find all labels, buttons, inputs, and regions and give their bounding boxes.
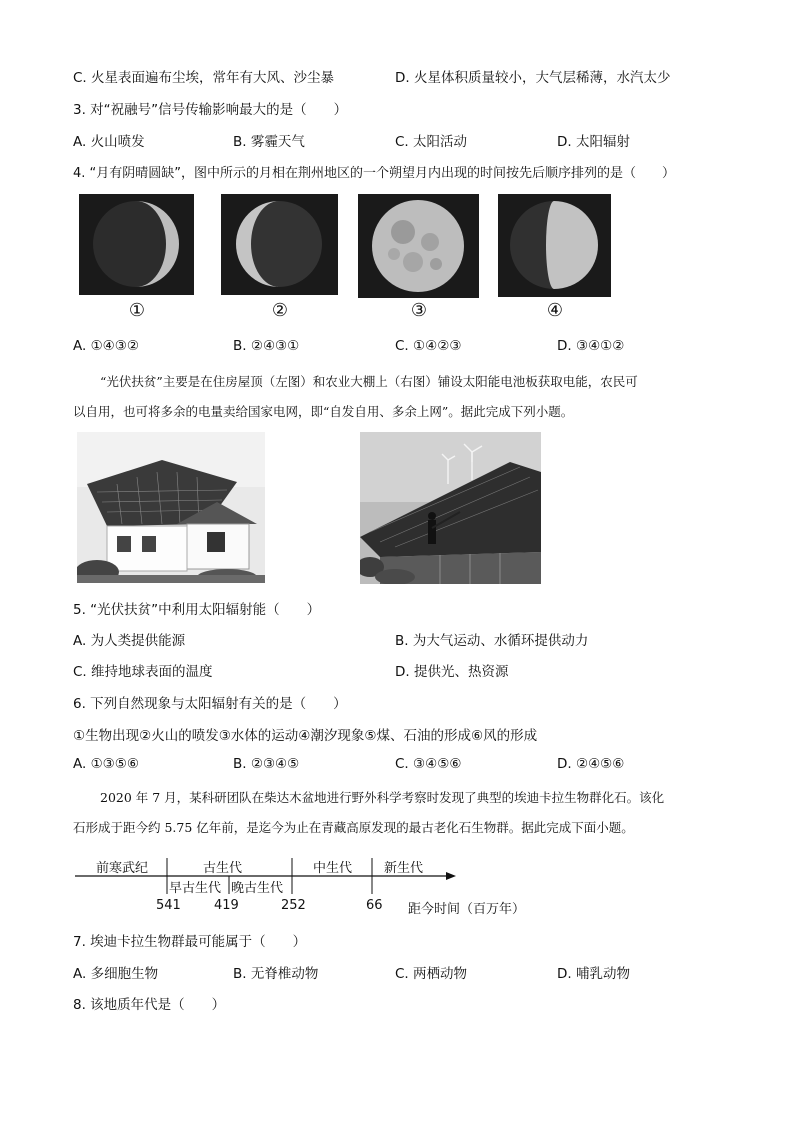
q7-option-a: A. 多细胞生物 (73, 966, 159, 982)
q4-stem: 4. “月有阴晴圆缺”，图中所示的月相在荆州地区的一个朔望月内出现的时间按先后顺序排列的是（ ） (73, 166, 676, 181)
greenhouse-solar-panel-photo (360, 432, 541, 584)
timeline-axis-label: 距今时间（百万年） (408, 902, 526, 917)
q7-option-d: D. 哺乳动物 (557, 966, 630, 982)
moon-label-4: ④ (546, 300, 564, 321)
q3-option-c: C. 太阳活动 (395, 134, 468, 150)
q4-option-b: B. ②④③① (233, 338, 300, 354)
q5-option-c: C. 维持地球表面的温度 (73, 664, 213, 680)
q6-items: ①生物出现②火山的喷发③水体的运动④潮汐现象⑤煤、石油的形成⑥风的形成 (73, 728, 538, 744)
tick-541: 541 (156, 898, 181, 913)
q3-option-b: B. 雾霾天气 (233, 134, 305, 150)
q8-stem: 8. 该地质年代是（ ） (73, 997, 226, 1013)
moon-label-1: ① (128, 300, 146, 321)
q3-option-a: A. 火山喷发 (73, 134, 145, 150)
house-solar-roof-photo (77, 432, 265, 583)
q7-option-c: C. 两栖动物 (395, 966, 468, 982)
passage-1-line-1: “光伏扶贫”主要是在住房屋顶（左图）和农业大棚上（右图）铺设太阳能电池板获取电能，农民可 (100, 374, 638, 389)
moon-phase-image-1 (79, 194, 194, 295)
moon-phase-image-4 (498, 194, 611, 297)
q6-option-b: B. ②③④⑤ (233, 756, 300, 772)
era-mesozoic: 中生代 (313, 861, 353, 876)
q4-option-d: D. ③④①② (557, 338, 625, 354)
moon-phase-image-2 (221, 194, 338, 295)
q4-option-c: C. ①④②③ (395, 338, 462, 354)
era-cenozoic: 新生代 (384, 861, 424, 876)
q6-option-a: A. ①③⑤⑥ (73, 756, 139, 772)
q7-option-b: B. 无脊椎动物 (233, 966, 319, 982)
sub-era-early-paleozoic: 早古生代 (169, 881, 222, 896)
q5-option-b: B. 为大气运动、水循环提供动力 (395, 633, 589, 649)
passage-2-line-1: 2020 年 7 月，某科研团队在柴达木盆地进行野外科学考察时发现了典型的埃迪卡拉生物群化石。该化 (100, 790, 665, 805)
moon-label-3: ③ (410, 300, 428, 321)
q6-option-c: C. ③④⑤⑥ (395, 756, 462, 772)
prev-option-c: C. 火星表面遍布尘埃，常年有大风、沙尘暴 (73, 70, 335, 86)
moon-label-2: ② (271, 300, 289, 321)
q3-stem: 3. 对“祝融号”信号传输影响最大的是（ ） (73, 102, 348, 118)
tick-419: 419 (214, 898, 239, 913)
q4-option-a: A. ①④③② (73, 338, 139, 354)
q5-option-d: D. 提供光、热资源 (395, 664, 509, 680)
passage-2-line-2: 石形成于距今约 5.75 亿年前，是迄今为止在青藏高原发现的最古老化石生物群。据此完成下面小题。 (73, 820, 634, 835)
q5-option-a: A. 为人类提供能源 (73, 633, 186, 649)
q5-stem: 5. “光伏扶贫”中利用太阳辐射能（ ） (73, 602, 321, 618)
prev-option-d: D. 火星体积质量较小，大气层稀薄，水汽太少 (395, 70, 671, 86)
moon-phase-image-3 (358, 194, 479, 298)
era-paleozoic: 古生代 (203, 861, 243, 876)
q3-option-d: D. 太阳辐射 (557, 134, 630, 150)
q6-option-d: D. ②④⑤⑥ (557, 756, 625, 772)
sub-era-late-paleozoic: 晚古生代 (231, 881, 284, 896)
era-precambrian: 前寒武纪 (96, 861, 149, 876)
tick-66: 66 (366, 898, 383, 913)
q7-stem: 7. 埃迪卡拉生物群最可能属于（ ） (73, 934, 307, 950)
tick-252: 252 (281, 898, 306, 913)
passage-1-line-2: 以自用，也可将多余的电量卖给国家电网，即“自发自用、多余上网”。据此完成下列小题。 (73, 404, 574, 419)
q6-stem: 6. 下列自然现象与太阳辐射有关的是（ ） (73, 696, 347, 712)
